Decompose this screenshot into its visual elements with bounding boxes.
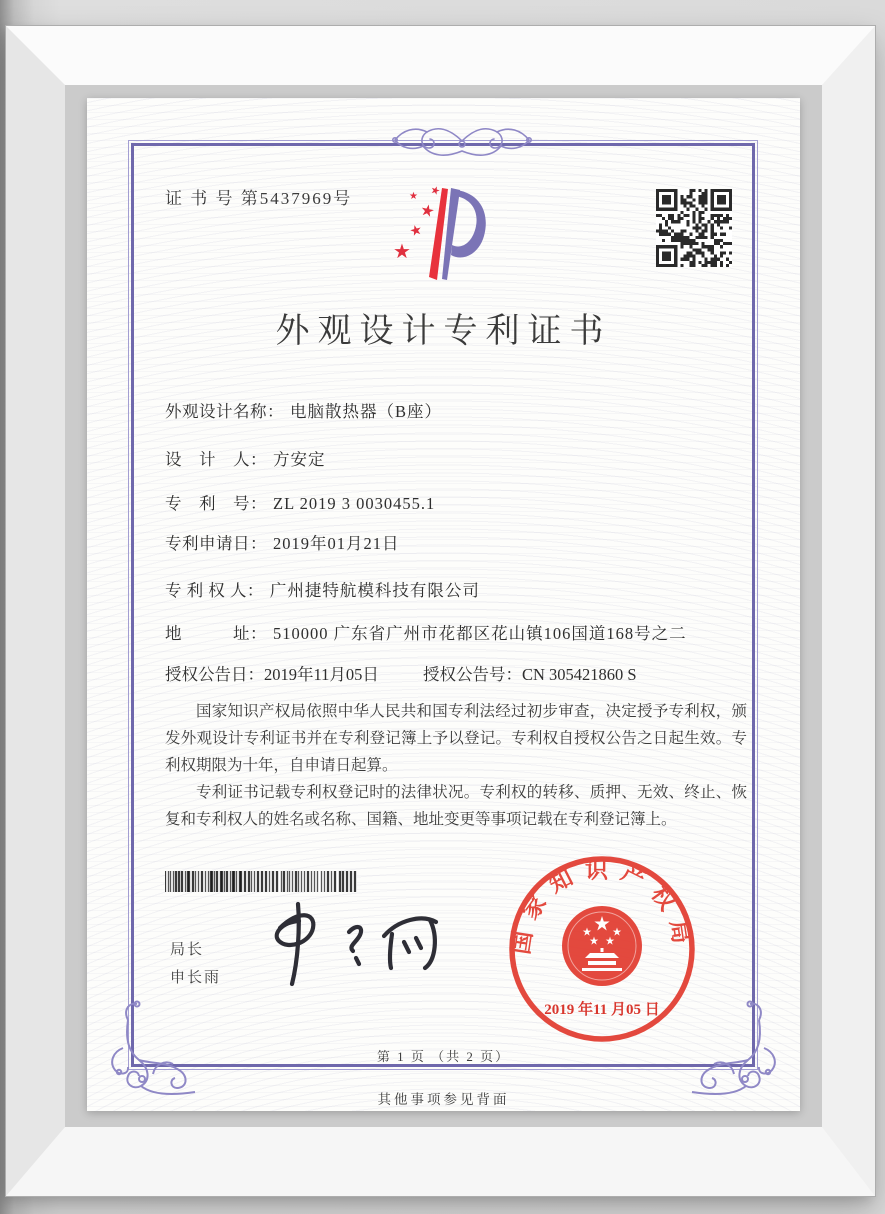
legal-paragraph: 专利证书记载专利权登记时的法律状况。专利权的转移、质押、无效、终止、恢复和专利权人的姓名或名称、国籍、地址变更等事项记载在专利登记簿上。 [165,784,747,828]
field-label: 设 计 人： [165,450,267,469]
cnipa-patent-logo [387,180,493,288]
grant-date-label: 授权公告日： [165,665,264,684]
qr-code-image [656,189,732,267]
page-number: 第 1 页 （共 2 页） [376,1049,511,1064]
field-design-name [165,398,745,422]
legal-text [165,698,747,833]
signer-name: 申长雨 [170,969,222,986]
field-label: 专 利 权 人： [165,581,264,600]
grant-date-value: 2019年11月05日 [264,665,379,684]
certificate-title: 外观设计专利证书 [275,313,612,350]
field-value: 2019年01月21日 [273,534,400,553]
grant-row [165,661,750,685]
barcode-image [165,871,357,892]
field-label: 专利申请日： [165,534,267,553]
field-value: ZL 2019 3 0030455.1 [273,494,436,513]
grant-number [423,661,637,685]
legal-paragraph: 国家知识产权局依照中华人民共和国专利法经过初步审查，决定授予专利权，颁发外观设计专利证书并在专利登记簿上予以登记。专利权自授权公告之日起生效。专利权期限为十年，自申请日起算。 [165,703,747,774]
field-filing-date [165,530,745,554]
national-emblem-icon [562,906,642,986]
top-flourish-ornament [387,118,537,164]
field-label: 地 址： [165,624,267,643]
official-seal [507,854,697,1044]
logo-star-icon: ★ [409,191,418,202]
logo-star-icon: ★ [408,222,425,241]
field-patent-number [165,490,745,514]
certificate-paper [87,98,800,1111]
field-value: 电脑散热器（B座） [290,402,443,421]
back-side-note: 其他事项参见背面 [377,1092,510,1107]
field-label: 专 利 号： [165,494,267,513]
grant-number-value: CN 305421860 S [522,665,637,684]
field-value: 510000 广东省广州市花都区花山镇106国道168号之二 [273,624,687,643]
qr-code [656,189,732,267]
barcode [165,871,357,892]
field-designer [165,446,745,470]
seal-org-text: 国家知识产权局 [508,857,696,956]
logo-star-icon: ★ [428,183,442,199]
field-label: 外观设计名称： [165,402,284,421]
field-address [165,620,745,644]
logo-graphic [387,180,493,288]
field-value: 广州捷特航模科技有限公司 [269,581,480,600]
signature-autograph [252,898,462,993]
field-value: 方安定 [273,450,326,469]
picture-frame [6,26,875,1196]
logo-star-icon: ★ [393,241,411,263]
field-patentee [165,577,745,601]
seal-date: 2019 年11 月05 日 [544,1002,660,1018]
logo-star-icon: ★ [418,201,437,222]
certificate-number: 证 书 号 第5437969号 [165,189,353,208]
grant-number-label: 授权公告号： [423,665,522,684]
signer-title: 局长 [170,941,205,958]
